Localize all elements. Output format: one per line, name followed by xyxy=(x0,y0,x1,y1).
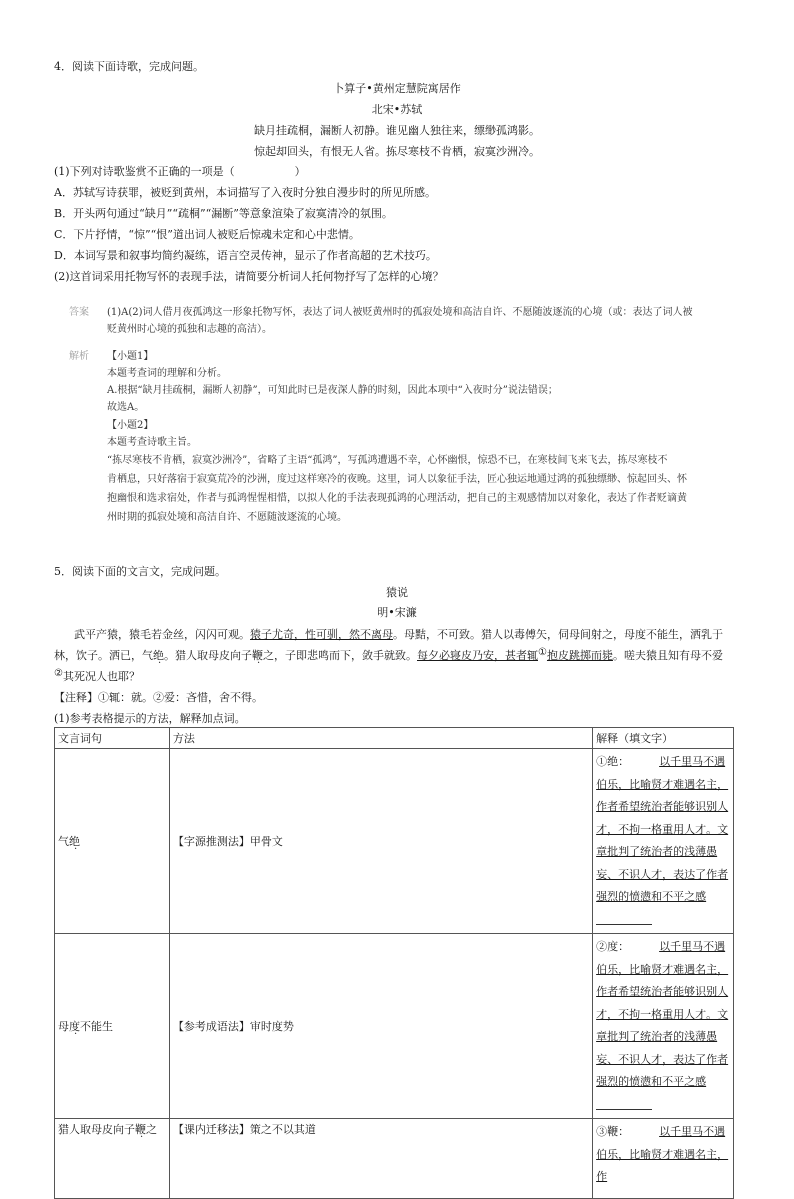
analysis-line: 故选A。 xyxy=(107,402,145,413)
analysis-line: 肯栖息，只好落宿于寂寞荒冷的沙洲，度过这样寒冷的夜晚。这里，词人以象征手法，匠心独运地通过鸿的孤独缥缈、惊起回头、怀 xyxy=(107,474,687,485)
passage-line-2 xyxy=(54,647,723,663)
q4-sub2: (2)这首词采用托物写怀的表现手法，请简要分析词人托何物抒写了怎样的心境？ xyxy=(54,270,444,283)
analysis-line: 抱幽恨和选求宿处，作者与孤鸿惺惺相惜，以拟人化的手法表现孤鸿的心理活动，把自己的主观感情加以对象化，表达了作者贬谪黄 xyxy=(107,493,687,504)
phrase-cell xyxy=(55,934,170,1119)
phrase-text: 之 xyxy=(146,1123,157,1136)
annotated-word: 辄 xyxy=(527,649,538,662)
passage-text: 。猎人取母皮向子 xyxy=(164,649,252,662)
passage-text: 。嗟夫猿且知有母不爱 xyxy=(612,649,723,662)
note-marker: ① xyxy=(538,647,547,658)
q4-sub1 xyxy=(54,163,306,179)
poem-author: 北宋•苏轼 xyxy=(371,103,423,116)
explanation-label: ①绝： xyxy=(596,755,630,768)
passage-text: 林，饮子。洒已，气 xyxy=(54,649,153,662)
phrase-text: 母 xyxy=(58,1020,69,1033)
passage-text: 其死况人也耶？ xyxy=(62,670,140,683)
analysis-line: 本题考查词的理解和分析。 xyxy=(107,368,227,379)
passage-line-3 xyxy=(54,668,140,684)
passage-text: 。母黠，不可致。猎人以毒傅矢，伺母间射之，母度不能生，洒乳于 xyxy=(393,628,723,641)
method-cell: 【参考成语法】审时度势 xyxy=(169,934,592,1119)
q5-header: 5．阅读下面的文言文，完成问题。 xyxy=(54,565,226,578)
analysis-line: A.根据“缺月挂疏桐，漏断人初静”，可知此时已是夜深人静的时刻，因此本项中“入夜时分”说法错误； xyxy=(107,385,558,396)
analysis-line: 【小题1】 xyxy=(107,351,154,362)
answer-blank[interactable] xyxy=(596,1099,652,1110)
answer-line-2: 贬黄州时心境的孤独和志趣的高洁）。 xyxy=(107,324,272,335)
option-a: A．苏轼写诗获罪，被贬到黄州，本词描写了入夜时分独自漫步时的所见所感。 xyxy=(54,186,436,199)
poem-line-2: 惊起却回头，有恨无人省。拣尽寒枝不肯栖，寂寞沙洲冷。 xyxy=(254,145,540,158)
q4-header: 4．阅读下面诗歌，完成问题。 xyxy=(54,60,204,73)
dotted-word: 绝 xyxy=(153,649,164,662)
table-header-cell: 文言词句 xyxy=(55,728,170,749)
table-header-cell: 解释（填文字） xyxy=(593,728,734,749)
passage-text: 之，子即悲鸣而下，敛手就致。 xyxy=(263,649,417,662)
option-b: B．开头两句通过“缺月”“疏桐”“漏断”等意象渲染了寂寞清冷的氛围。 xyxy=(54,207,393,220)
analysis-line: 州时期的孤寂处境和高洁自许、不愿随波逐流的心境。 xyxy=(107,512,347,523)
dotted-word: 度 xyxy=(69,1020,80,1033)
explanation-answer: 以千里马不遇伯乐，比喻贤才难遇名主，作者希望统治者能够识别人才，不拘一格重用人才。文章批判了统治者的浅薄愚妄、不识人才，表达了作者强烈的愤懑和不平之感 xyxy=(596,755,729,903)
analysis-tag: 解析 xyxy=(69,351,89,362)
answer-line-1: (1)A(2)词人借月夜孤鸿这一形象托物写怀，表达了词人被贬黄州时的孤寂处境和高洁自许、不愿随波逐流的心境（或：表达了词人被 xyxy=(107,307,693,318)
analysis-line: 【小题2】 xyxy=(107,420,154,431)
phrase-cell xyxy=(55,1119,170,1199)
analysis-line: 本题考查诗歌主旨。 xyxy=(107,437,197,448)
q5-sub1: (1)参考表格提示的方法，解释加点词。 xyxy=(54,712,246,725)
table-header-cell: 方法 xyxy=(169,728,592,749)
method-cell: 【字源推测法】甲骨文 xyxy=(169,749,592,934)
option-c: C．下片抒情，“惊”“恨”道出词人被贬后惊魂未定和心中悲情。 xyxy=(54,228,360,241)
explanation-answer: 以千里马不遇伯乐，比喻贤才难遇名主，作 xyxy=(596,1125,729,1183)
option-d: D．本词写景和叙事均简约凝练，语言空灵传神，显示了作者高超的艺术技巧。 xyxy=(54,249,437,262)
phrase-cell xyxy=(55,749,170,934)
explanation-cell[interactable] xyxy=(593,749,734,934)
passage-line-1 xyxy=(74,626,723,642)
explanation-cell[interactable] xyxy=(593,934,734,1119)
answer-tag: 答案 xyxy=(69,307,89,318)
phrase-text: 不能生 xyxy=(80,1020,113,1033)
passage-title: 猿说 xyxy=(386,586,408,599)
phrase-text: 猎人取母皮向子 xyxy=(58,1123,135,1136)
dotted-word: 鞭 xyxy=(135,1123,146,1136)
answer-blank[interactable] xyxy=(596,914,652,925)
note-marker: ② xyxy=(54,668,63,679)
q4-sub1-prefix: (1)下列对诗歌鉴赏不正确的一项是（ xyxy=(54,165,235,178)
poem-title: 卜算子•黄州定慧院寓居作 xyxy=(333,82,461,95)
explanation-cell[interactable] xyxy=(593,1119,734,1199)
explanation-answer: 以千里马不遇伯乐，比喻贤才难遇名主，作者希望统治者能够识别人才，不拘一格重用人才。文章批判了统治者的浅薄愚妄、不识人才，表达了作者强烈的愤懑和不平之感 xyxy=(596,940,729,1088)
phrase-text: 气 xyxy=(58,835,69,848)
passage-text: 武平产猿，猿毛若金丝，闪闪可观。 xyxy=(74,628,250,641)
q4-sub1-suffix: ） xyxy=(294,165,306,178)
passage-author: 明•宋濂 xyxy=(377,606,417,619)
explanation-table xyxy=(54,727,734,1199)
dotted-word: 鞭 xyxy=(252,649,263,662)
dotted-word: 绝 xyxy=(69,835,80,848)
annotation-note: 【注释】①辄：就。②爱：吝惜，舍不得。 xyxy=(54,691,263,704)
poem-line-1: 缺月挂疏桐，漏断人初静。谁见幽人独往来，缥缈孤鸿影。 xyxy=(254,124,540,137)
underlined-sentence: 猿子尤奇，性可驯，然不离母 xyxy=(250,628,393,641)
explanation-label: ③鞭： xyxy=(596,1125,630,1138)
table-row xyxy=(55,934,734,1119)
method-cell: 【课内迁移法】策之不以其道 xyxy=(169,1119,592,1199)
explanation-label: ②度： xyxy=(596,940,630,953)
analysis-line: “拣尽寒枝不肯栖，寂寞沙洲冷”，省略了主语“孤鸿”，写孤鸿遭遇不幸，心怀幽恨，惊恐不已，在寒枝间飞来飞去，拣尽寒枝不 xyxy=(107,455,668,466)
table-header-row xyxy=(55,728,734,749)
underlined-sentence: 抱皮跳掷而毙 xyxy=(546,649,613,662)
table-row xyxy=(55,1119,734,1199)
table-row xyxy=(55,749,734,934)
underlined-sentence: 每夕必寝皮乃安，甚者 xyxy=(417,649,527,662)
